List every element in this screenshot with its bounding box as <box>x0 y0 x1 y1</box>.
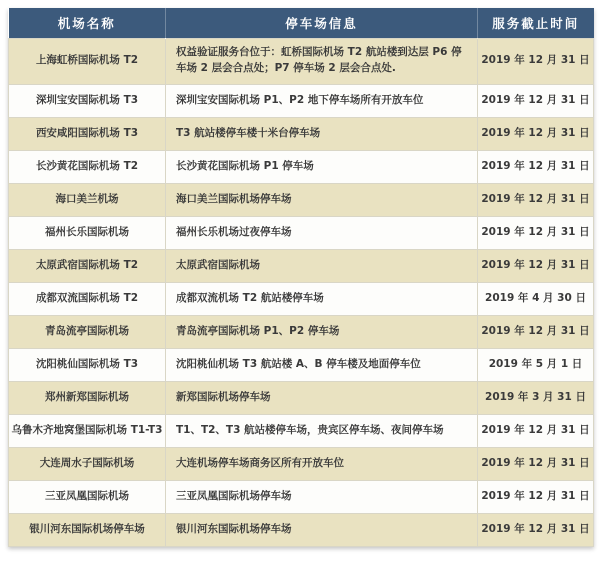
table-row <box>9 282 594 315</box>
table-row <box>9 381 594 414</box>
table-row <box>9 480 594 513</box>
airport-parking-table <box>8 8 594 547</box>
airport-name-cell: 福州长乐国际机场 <box>9 216 166 249</box>
parking-info-cell: 新郑国际机场停车场 <box>166 381 478 414</box>
parking-info-cell: 长沙黄花国际机场 P1 停车场 <box>166 150 478 183</box>
airport-name-cell: 乌鲁木齐地窝堡国际机场 T1-T3 <box>9 414 166 447</box>
airport-name-cell: 郑州新郑国际机场 <box>9 381 166 414</box>
airport-name-cell: 上海虹桥国际机场 T2 <box>9 38 166 84</box>
parking-info-cell: 海口美兰国际机场停车场 <box>166 183 478 216</box>
service-deadline-cell: 2019 年 12 月 31 日 <box>478 117 594 150</box>
table-row <box>9 38 594 84</box>
parking-info-cell: T1、T2、T3 航站楼停车场，贵宾区停车场、夜间停车场 <box>166 414 478 447</box>
service-deadline-cell: 2019 年 12 月 31 日 <box>478 249 594 282</box>
service-deadline-cell: 2019 年 12 月 31 日 <box>478 315 594 348</box>
table-row <box>9 315 594 348</box>
parking-info-cell: 沈阳桃仙机场 T3 航站楼 A、B 停车楼及地面停车位 <box>166 348 478 381</box>
parking-info-cell: 深圳宝安国际机场 P1、P2 地下停车场所有开放车位 <box>166 84 478 117</box>
service-deadline-cell: 2019 年 3 月 31 日 <box>478 381 594 414</box>
table-row <box>9 84 594 117</box>
table-row <box>9 414 594 447</box>
airport-name-cell: 沈阳桃仙国际机场 T3 <box>9 348 166 381</box>
airport-name-cell: 太原武宿国际机场 T2 <box>9 249 166 282</box>
parking-info-cell: T3 航站楼停车楼十米台停车场 <box>166 117 478 150</box>
parking-info-cell: 青岛流亭国际机场 P1、P2 停车场 <box>166 315 478 348</box>
service-deadline-cell: 2019 年 12 月 31 日 <box>478 216 594 249</box>
table-row <box>9 183 594 216</box>
airport-name-cell: 三亚凤凰国际机场 <box>9 480 166 513</box>
parking-info-cell: 福州长乐机场过夜停车场 <box>166 216 478 249</box>
airport-name-cell: 青岛流亭国际机场 <box>9 315 166 348</box>
service-deadline-cell: 2019 年 12 月 31 日 <box>478 414 594 447</box>
table-row <box>9 447 594 480</box>
service-deadline-cell: 2019 年 12 月 31 日 <box>478 513 594 546</box>
service-deadline-cell: 2019 年 12 月 31 日 <box>478 480 594 513</box>
column-header-parking-info: 停车场信息 <box>166 8 478 38</box>
service-deadline-cell: 2019 年 12 月 31 日 <box>478 150 594 183</box>
column-header-service-deadline: 服务截止时间 <box>478 8 594 38</box>
table-row <box>9 117 594 150</box>
airport-name-cell: 深圳宝安国际机场 T3 <box>9 84 166 117</box>
table-row <box>9 348 594 381</box>
table-row <box>9 216 594 249</box>
airport-name-cell: 西安咸阳国际机场 T3 <box>9 117 166 150</box>
airport-name-cell: 银川河东国际机场停车场 <box>9 513 166 546</box>
parking-info-cell: 成都双流机场 T2 航站楼停车场 <box>166 282 478 315</box>
service-deadline-cell: 2019 年 12 月 31 日 <box>478 183 594 216</box>
service-deadline-cell: 2019 年 4 月 30 日 <box>478 282 594 315</box>
table-row <box>9 513 594 546</box>
airport-name-cell: 成都双流国际机场 T2 <box>9 282 166 315</box>
service-deadline-cell: 2019 年 12 月 31 日 <box>478 38 594 84</box>
service-deadline-cell: 2019 年 5 月 1 日 <box>478 348 594 381</box>
parking-info-cell: 银川河东国际机场停车场 <box>166 513 478 546</box>
airport-name-cell: 长沙黄花国际机场 T2 <box>9 150 166 183</box>
parking-info-cell: 太原武宿国际机场 <box>166 249 478 282</box>
parking-info-cell: 三亚凤凰国际机场停车场 <box>166 480 478 513</box>
table-row <box>9 249 594 282</box>
airport-name-cell: 大连周水子国际机场 <box>9 447 166 480</box>
service-deadline-cell: 2019 年 12 月 31 日 <box>478 447 594 480</box>
table-header-row <box>9 8 594 38</box>
service-deadline-cell: 2019 年 12 月 31 日 <box>478 84 594 117</box>
table-row <box>9 150 594 183</box>
column-header-airport-name: 机场名称 <box>9 8 166 38</box>
parking-info-cell: 权益验证服务台位于：虹桥国际机场 T2 航站楼到达层 P6 停车场 2 层会合点处；P7 停车场 2 层会合点处. <box>166 38 478 84</box>
airport-name-cell: 海口美兰机场 <box>9 183 166 216</box>
parking-info-cell: 大连机场停车场商务区所有开放车位 <box>166 447 478 480</box>
